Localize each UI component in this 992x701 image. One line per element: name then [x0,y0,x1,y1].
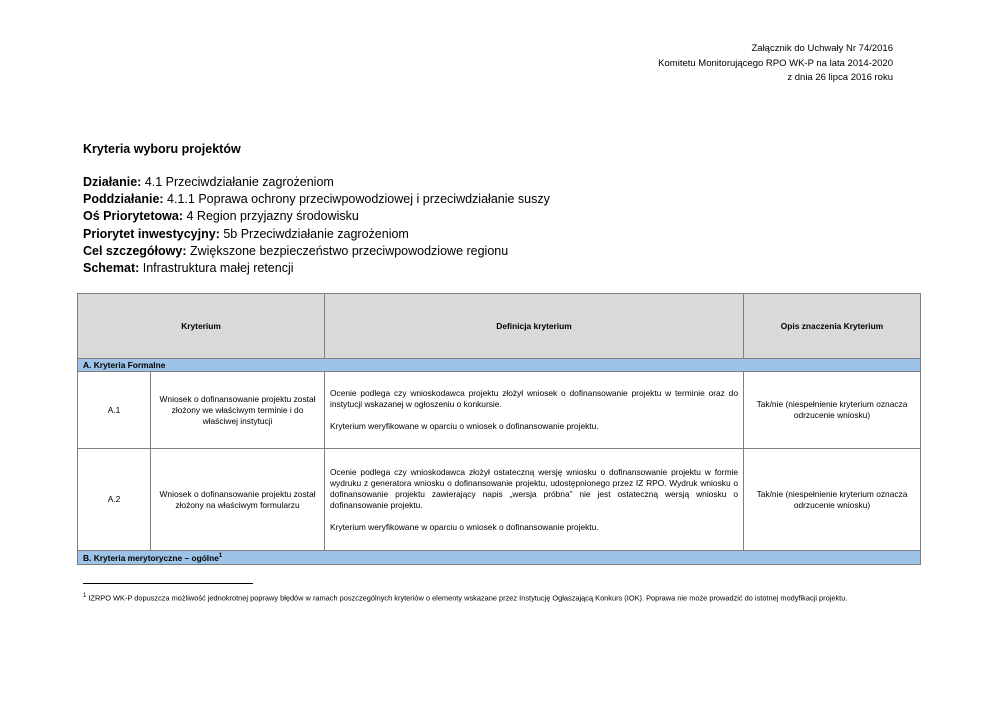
footnote-mark: 1 [83,593,87,599]
poddzialanie-label: Poddziałanie: [83,192,164,207]
criterion-description: Tak/nie (niespełnienie kryterium oznacza odrzucenie wniosku) [744,449,921,551]
header-opis: Opis znaczenia Kryterium [744,294,921,359]
definition-text: Ocenie podlega czy wnioskodawca projektu złożył wniosek o dofinansowanie projektu w terminie oraz do instytucji wskazanej w ogłoszeniu o konkursie. [330,388,738,409]
priorytet-line [83,226,550,243]
table-header-row [78,294,921,359]
os-priorytetowa-label: Oś Priorytetowa: [83,209,184,224]
footnote-text: IZRPO WK-P dopuszcza możliwość jednokrotnej poprawy błędów w ramach poszczególnych kryteriów o elementy wskazane przez Instytucję Ogłaszającą Konkurs (IOK). Poprawa nie może prowadzić do istotnej modyfikacji projektu. [86,593,848,603]
section-b-row [78,551,921,565]
dzialanie-line [83,174,550,191]
definition-verification: Kryterium weryfikowane w oparciu o wniosek o dofinansowanie projektu. [330,421,599,431]
dzialanie-label: Działanie: [83,175,142,189]
poddzialanie-line [83,191,550,208]
measure-info [83,174,550,277]
document-header [658,42,893,86]
footnote-ref[interactable]: 1 [218,553,223,559]
criterion-definition [325,449,744,551]
definition-text: Ocenie podlega czy wnioskodawca złożył ostateczną wersję wniosku o dofinansowanie projektu w formie wydruku z generatora wniosku o dofinansowanie projektu, udostępnionego przez IZ RPO. Wydruk wniosku o dofinansowanie projektu zawierający napis „wersja próbna” nie jest ostateczną wersją wniosku o dofinansowanie projektu. [330,466,738,510]
schemat-label: Schemat: [83,261,140,276]
section-a-label: A. Kryteria Formalne [78,359,921,372]
poddzialanie-value: 4.1.1 Poprawa ochrony przeciwpowodziowej i przeciwdziałanie suszy [163,192,550,207]
criterion-name: Wniosek o dofinansowanie projektu został złożony we właściwym terminie i do właściwej instytucji [151,372,325,449]
header-definicja: Definicja kryterium [325,294,744,359]
header-line-3: z dnia 26 lipca 2016 roku [787,72,893,83]
schemat-value: Infrastruktura małej retencji [139,261,294,276]
dzialanie-value: 4.1 Przeciwdziałanie zagrożeniom [141,175,334,189]
criterion-id: A.1 [78,372,151,449]
priorytet-label: Priorytet inwestycyjny: [83,226,220,241]
table-row [78,372,921,449]
cel-value: Zwiększone bezpieczeństwo przeciwpowodziowe regionu [186,243,509,258]
table-row [78,449,921,551]
page-title: Kryteria wyboru projektów [83,142,241,156]
header-line-1: Załącznik do Uchwały Nr 74/2016 [751,43,893,54]
criterion-id: A.2 [78,449,151,551]
definition-verification: Kryterium weryfikowane w oparciu o wniosek o dofinansowanie projektu. [330,521,599,532]
os-priorytetowa-value: 4 Region przyjazny środowisku [183,209,359,224]
section-a-row [78,359,921,372]
schemat-line [83,260,550,277]
header-kryterium: Kryterium [78,294,325,359]
criterion-name: Wniosek o dofinansowanie projektu został złożony na właściwym formularzu [151,449,325,551]
footnote-separator [83,583,253,584]
criterion-description: Tak/nie (niespełnienie kryterium oznacza odrzucenie wniosku) [744,372,921,449]
section-b-cell [78,551,921,565]
cel-line [83,243,550,260]
cel-label: Cel szczegółowy: [83,243,187,258]
footnote [83,591,903,603]
criteria-table [77,293,921,565]
os-priorytetowa-line [83,208,550,225]
priorytet-value: 5b Przeciwdziałanie zagrożeniom [219,226,409,241]
header-line-2: Komitetu Monitorującego RPO WK-P na lata 2014-2020 [658,57,893,69]
criterion-definition [325,372,744,449]
section-b-label: B. Kryteria merytoryczne – ogólne [83,552,219,563]
